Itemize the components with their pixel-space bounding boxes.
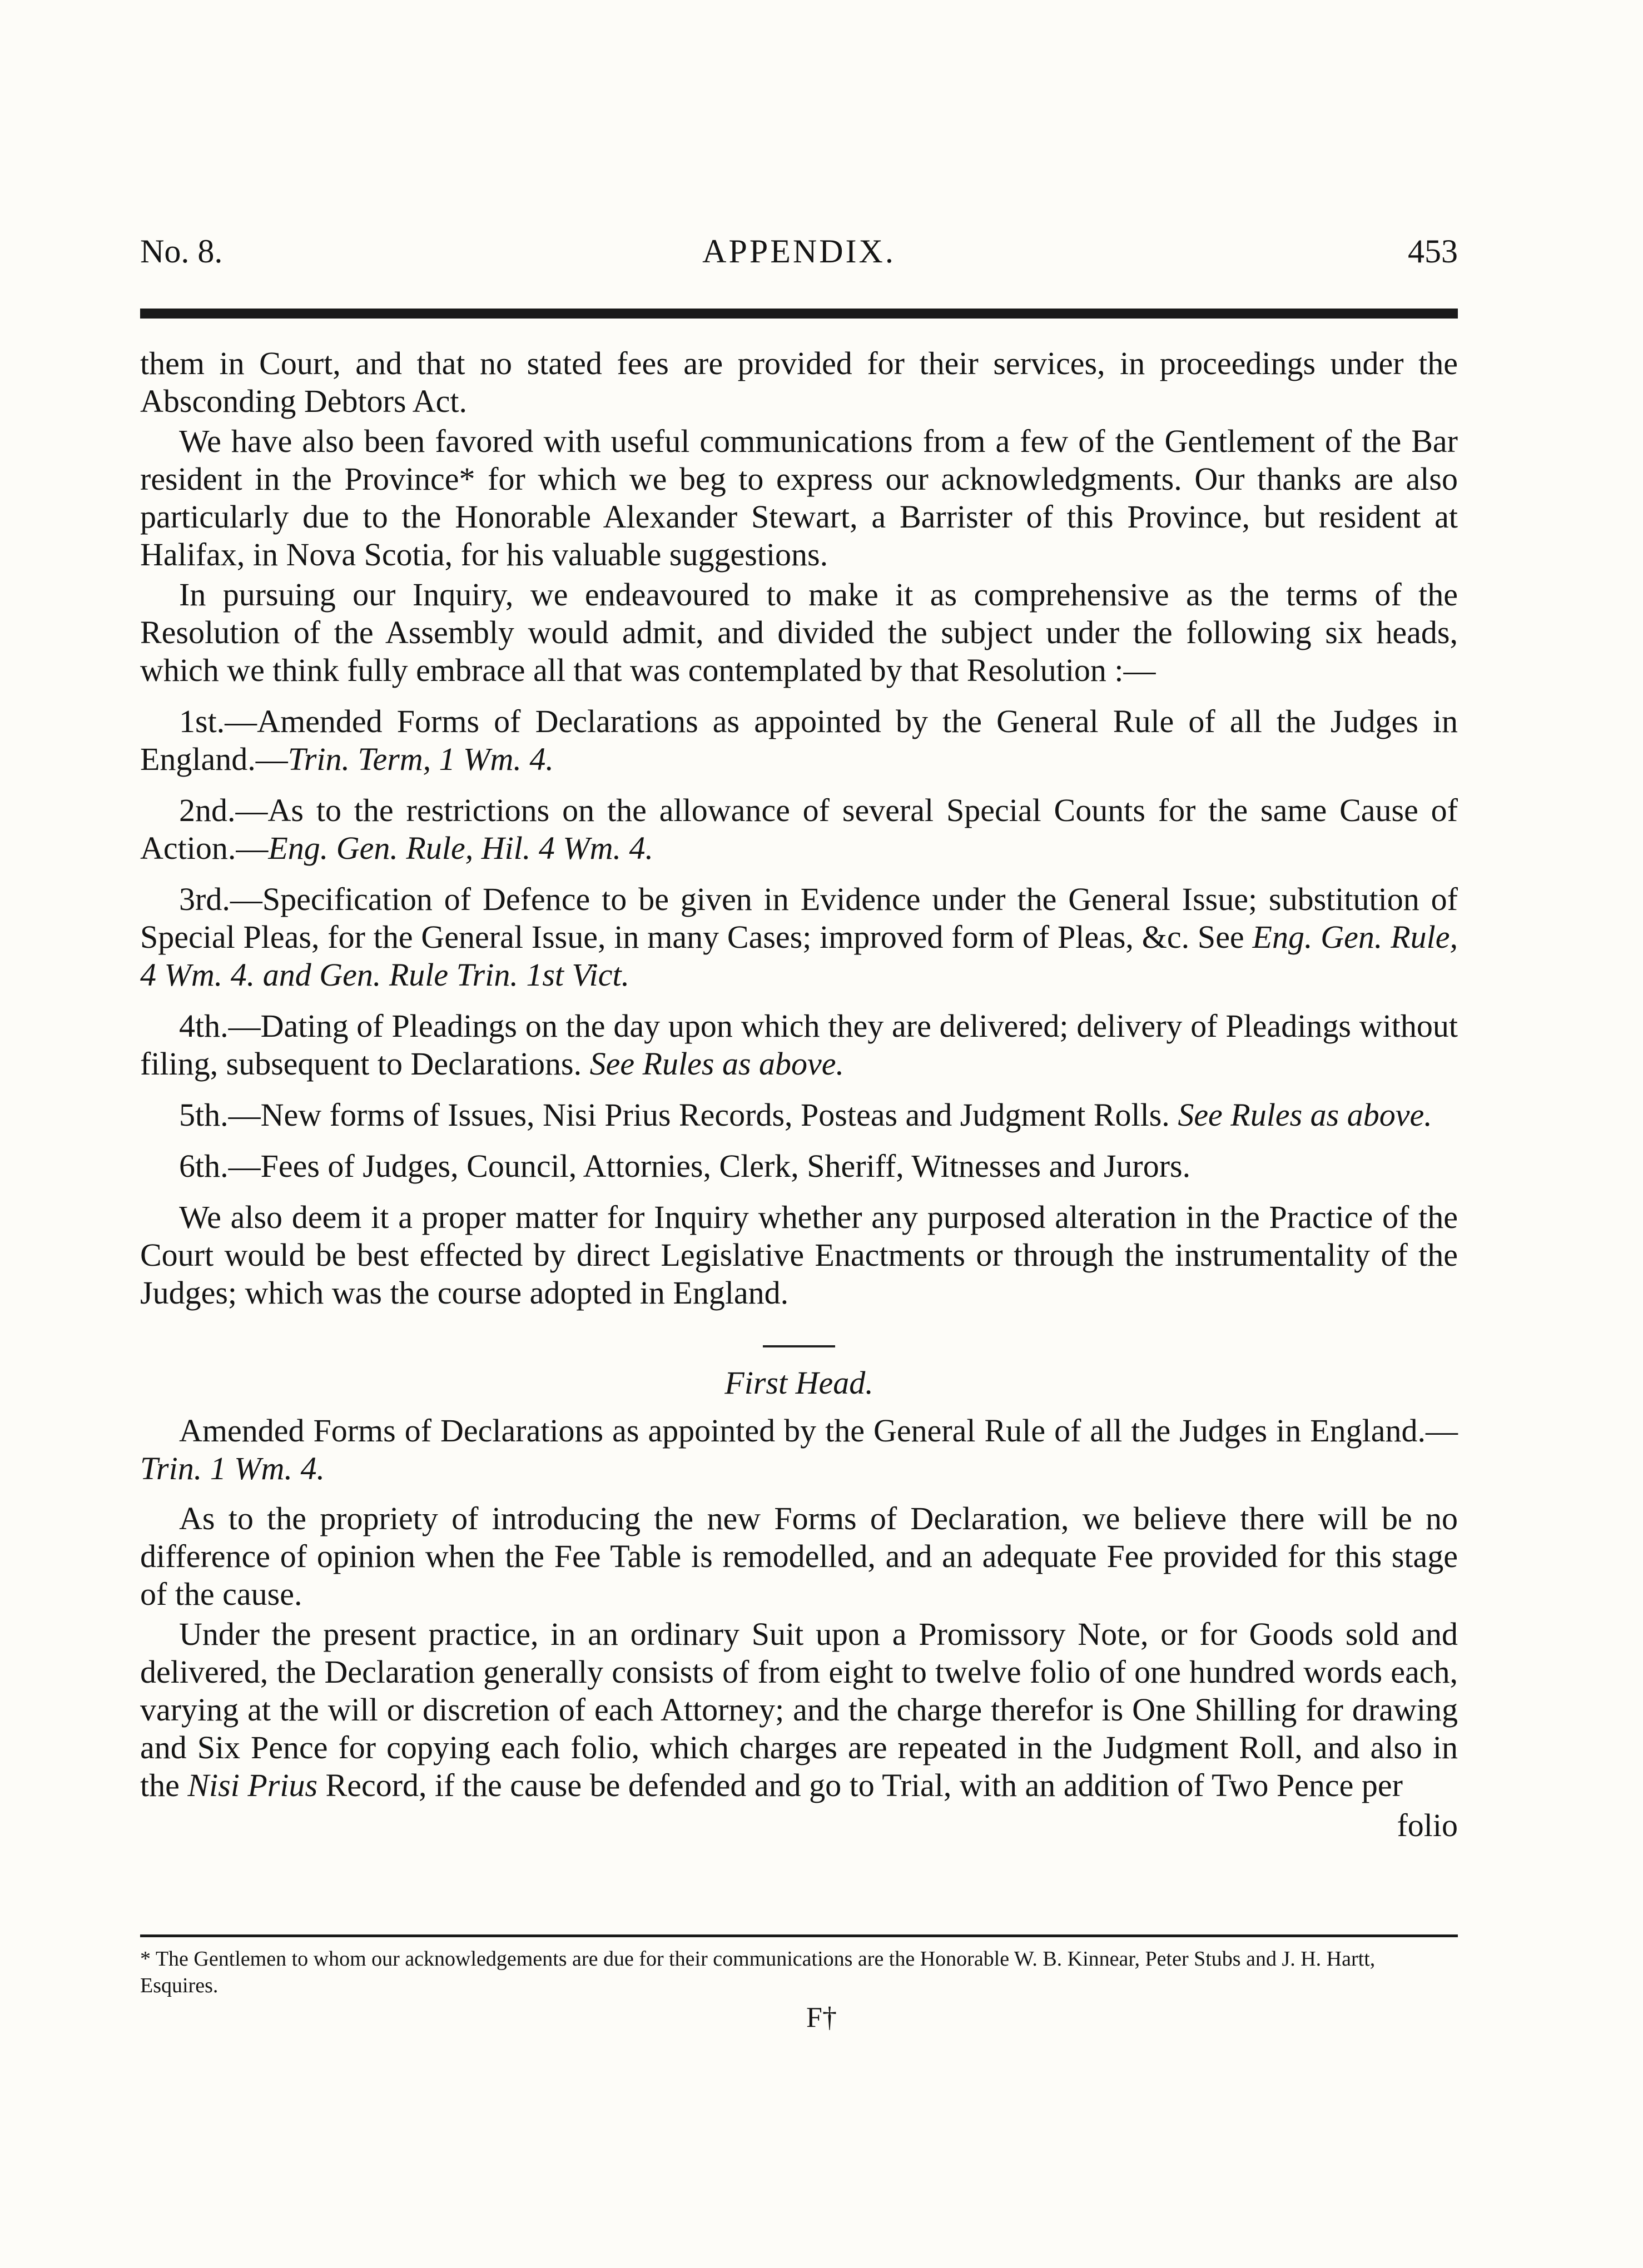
section-divider bbox=[763, 1345, 835, 1347]
paragraph-acknowledgments: We have also been favored with useful communications from a few of the Gentlement of the Bar resident in the Province* for which we beg to express our acknowledgments. Our thanks are also particularly due to the Honorable Alexander Stewart, a Barrister of this Province, but resident at Halifax, in Nova Scotia, for his valuable suggestions. bbox=[140, 423, 1458, 573]
paragraph-continued: them in Court, and that no stated fees are provided for their services, in proceedings under the Absconding Debtors Act. bbox=[140, 345, 1458, 419]
head-item: 2nd.—As to the restrictions on the allowance of several Special Counts for the same Cause of Action.—Eng. Gen. Rule, Hil. 4 Wm. 4. bbox=[140, 792, 1458, 866]
document-number: No. 8. bbox=[140, 233, 223, 270]
running-header bbox=[140, 232, 1458, 282]
paragraph-inquiry: In pursuing our Inquiry, we endeavoured to make it as comprehensive as the terms of the Resolution of the Assembly would admit, and divided the subject under the following six heads, which we think fully embrace all that was contemplated by that Resolution :— bbox=[140, 576, 1458, 688]
head-item: 3rd.—Specification of Defence to be given in Evidence under the General Issue; substitution of Special Pleas, for the General Issue, in many Cases; improved form of Pleas, &c. See Eng. Gen. Rule, 4 Wm. 4. and Gen. Rule Trin. 1st Vict. bbox=[140, 881, 1458, 993]
paragraph-present-practice: Under the present practice, in an ordinary Suit upon a Promissory Note, or for Goods sold and delivered, the Declaration generally consists of from eight to twelve folio of one hundred words each, varying at the will or discretion of each Attorney; and the charge therefor is One Shilling for drawing and Six Pence for copying each folio, which charges are repeated in the Judgment Roll, and also in the Nisi Prius Record, if the cause be defended and go to Trial, with an addition of Two Pence per bbox=[140, 1616, 1458, 1803]
header-rule bbox=[140, 309, 1458, 319]
head-item: 6th.—Fees of Judges, Council, Attornies, Clerk, Sheriff, Witnesses and Jurors. bbox=[179, 1148, 1191, 1184]
header-title: APPENDIX. bbox=[702, 233, 896, 270]
head-item: 1st.—Amended Forms of Declarations as appointed by the General Rule of all the Judges in England.—Trin. Term, 1 Wm. 4. bbox=[140, 703, 1458, 777]
catchword: folio bbox=[1397, 1807, 1458, 1843]
head-item: 4th.—Dating of Pleadings on the day upon which they are delivered; delivery of Pleadings without filing, subsequent to Declarations. See Rules as above. bbox=[140, 1008, 1458, 1082]
section-title: First Head. bbox=[724, 1365, 873, 1401]
section-subtitle: Amended Forms of Declarations as appointed by the General Rule of all the Judges in England.—Trin. 1 Wm. 4. bbox=[140, 1412, 1458, 1486]
footnote: * The Gentlemen to whom our acknowledgements are due for their communications are the Honorable W. B. Kinnear, Peter Stubs and J. H. Hartt, Esquires. bbox=[140, 1947, 1376, 1997]
signature-mark: F† bbox=[806, 2002, 837, 2033]
paragraph-legislative: We also deem it a proper matter for Inquiry whether any purposed alteration in the Practice of the Court would be best effected by direct Legislative Enactments or through the instrumentality of the Judges; which was the course adopted in England. bbox=[140, 1199, 1458, 1311]
paragraph-propriety: As to the propriety of introducing the new Forms of Declaration, we believe there will be no difference of opinion when the Fee Table is remodelled, and an adequate Fee provided for this stage of the cause. bbox=[140, 1500, 1458, 1612]
footnote-rule bbox=[140, 1934, 1458, 1937]
head-item: 5th.—New forms of Issues, Nisi Prius Records, Posteas and Judgment Rolls. See Rules as above. bbox=[179, 1097, 1432, 1133]
page-number: 453 bbox=[1408, 233, 1458, 270]
page-body bbox=[140, 345, 1458, 1847]
